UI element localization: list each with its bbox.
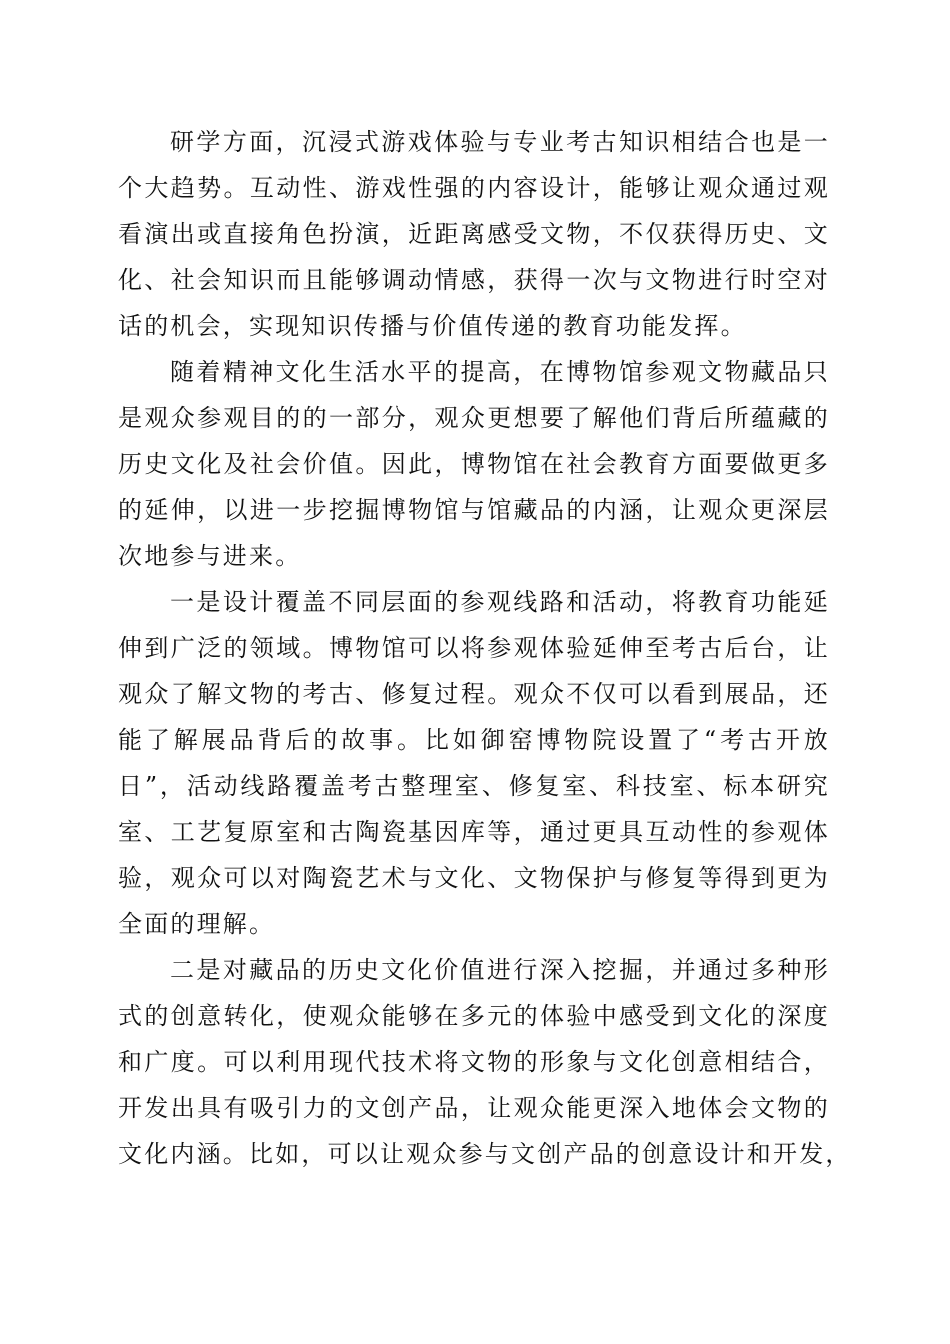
text-line: 开发出具有吸引力的文创产品，让观众能更深入地体会文物的 [118,1094,830,1122]
text-line: 文化内涵。比如，可以让观众参与文创产品的创意设计和开发， [118,1140,852,1168]
paragraph [118,579,830,947]
text-line: 看演出或直接角色扮演，近距离感受文物，不仅获得历史、文 [118,220,830,248]
text-line: 式的创意转化，使观众能够在多元的体验中感受到文化的深度 [118,1002,830,1030]
paragraph [118,349,830,579]
text-line: 化、社会知识而且能够调动情感，获得一次与文物进行时空对 [118,266,830,294]
text-line: 日”，活动线路覆盖考古整理室、修复室、科技室、标本研究 [118,772,830,800]
text-line: 二是对藏品的历史文化价值进行深入挖掘，并通过多种形 [170,956,830,984]
text-line: 验，观众可以对陶瓷艺术与文化、文物保护与修复等得到更为 [118,864,830,892]
text-line: 观众了解文物的考古、修复过程。观众不仅可以看到展品，还 [118,680,830,708]
text-line: 是观众参观目的的一部分，观众更想要了解他们背后所蕴藏的 [118,404,830,432]
text-line: 个大趋势。互动性、游戏性强的内容设计，能够让观众通过观 [118,174,830,202]
text-line: 随着精神文化生活水平的提高，在博物馆参观文物藏品只 [170,358,830,386]
text-line: 一是设计覆盖不同层面的参观线路和活动，将教育功能延 [170,588,830,616]
text-line: 能了解展品背后的故事。比如御窑博物院设置了“考古开放 [118,726,830,754]
document-page [118,119,852,1177]
text-line: 话的机会，实现知识传播与价值传递的教育功能发挥。 [118,312,747,340]
text-line: 次地参与进来。 [118,542,302,570]
text-line: 室、工艺复原室和古陶瓷基因库等，通过更具互动性的参观体 [118,818,830,846]
text-line: 和广度。可以利用现代技术将文物的形象与文化创意相结合， [118,1048,830,1076]
text-line: 的延伸，以进一步挖掘博物馆与馆藏品的内涵，让观众更深层 [118,496,830,524]
paragraph [118,119,830,349]
text-line: 研学方面，沉浸式游戏体验与专业考古知识相结合也是一 [170,128,830,156]
text-line: 伸到广泛的领域。博物馆可以将参观体验延伸至考古后台，让 [118,634,830,662]
text-line: 历史文化及社会价值。因此，博物馆在社会教育方面要做更多 [118,450,830,478]
text-line: 全面的理解。 [118,910,276,938]
paragraph [118,947,852,1177]
